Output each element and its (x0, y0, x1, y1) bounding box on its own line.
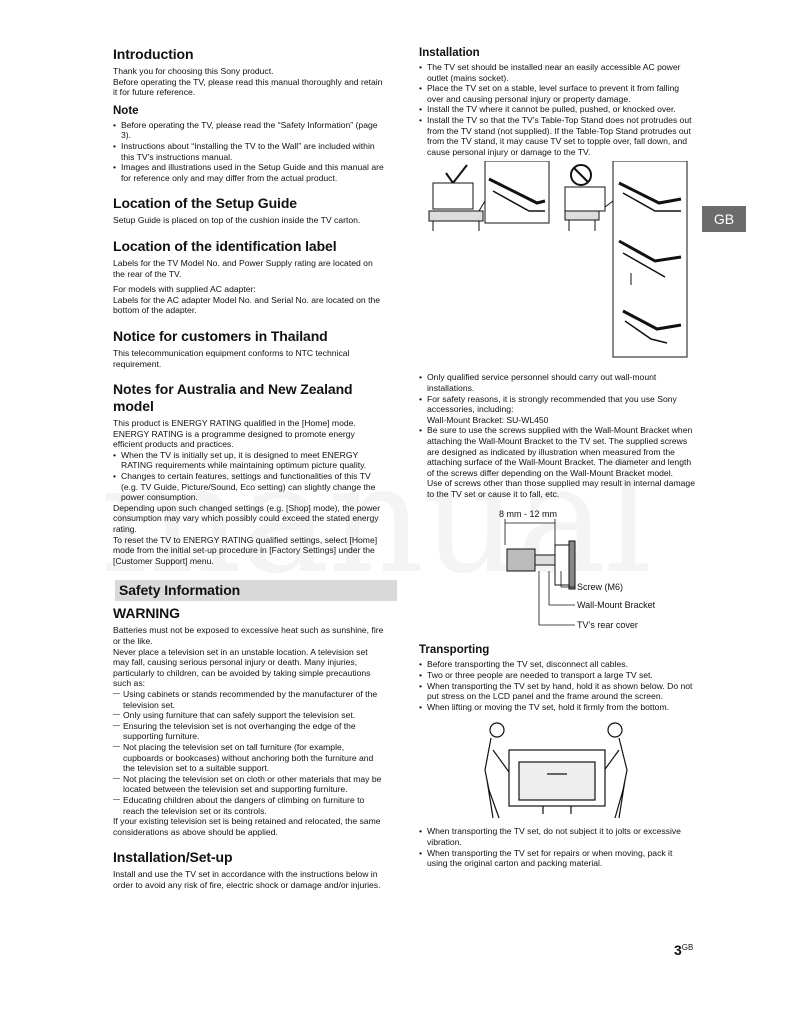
note-section (113, 104, 385, 184)
list-item: • Two or three people are needed to transport a large TV set. (419, 670, 695, 681)
screw-dimension-label: 8 mm - 12 mm (499, 509, 558, 520)
id-label-heading: Location of the identification label (113, 237, 337, 254)
thailand-section (113, 328, 385, 369)
installation-list (419, 62, 695, 157)
safety-section (113, 580, 385, 837)
list-item: • When lifting or moving the TV set, hold it firmly from the bottom. (419, 702, 695, 713)
list-item: • Install the TV where it cannot be pulled, pushed, or knocked over. (419, 104, 695, 115)
page-number (674, 942, 693, 958)
list-item: • Only qualified service personnel should carry out wall-mount installations. (419, 372, 695, 393)
screws-warning: Use of screws other than those supplied may result in internal damage to the TV set or cause it to fall, etc. (427, 478, 695, 499)
person-left-body (485, 738, 509, 818)
list-item: • When transporting the TV set by hand, hold it as shown below. Do not put stress on the LCD panel and the frame around the screen. (419, 681, 695, 702)
list-item: — Not placing the television set on cloth or other materials that may be located between the television set and supporting furniture. (113, 774, 385, 795)
list-item: — Not placing the television set on tall furniture (for example, cupboards or bookcases) without anchoring both the furniture and the television set to a suitable support. (113, 742, 385, 774)
installation-setup-section (113, 849, 385, 890)
screw-diagram (419, 505, 695, 635)
person-right-body (603, 738, 627, 818)
rear-cover-label: TV’s rear cover (577, 620, 638, 631)
transporting-list (419, 659, 695, 712)
installation-heading: Installation (419, 47, 480, 59)
warning-heading: WARNING (113, 605, 180, 622)
id-label-section (113, 238, 385, 316)
screws-list (419, 425, 695, 478)
thailand-heading: Notice for customers in Thailand (113, 327, 328, 344)
safety-information-bar (115, 580, 397, 601)
installation-setup-text: Install and use the TV set in accordance with the instructions below in order to avoid any risk of fire, electric shock or damage and/or injuries. (113, 869, 381, 890)
transporting-heading: Transporting (419, 644, 490, 657)
list-item: • When the TV is initially set up, it is designed to meet ENERGY RATING requirements while maintaining optimum picture quality. (113, 450, 385, 471)
transporting-section (419, 643, 695, 712)
list-item: • Before transporting the TV set, disconnect all cables. (419, 659, 695, 670)
australia-text-4: To reset the TV to ENERGY RATING qualified settings, select [Home] mode from the initial set-up procedure in [Factory Settings] under the [Customer Support] menu. (113, 534, 378, 566)
screw-label: Screw (M6) (577, 582, 624, 593)
right-column (419, 46, 695, 869)
australia-heading: Notes for Australia and New Zealand model (113, 381, 353, 415)
list-item: • Changes to certain features, settings and functionalities of this TV (e.g. TV Guide, Picture/Sound, Eco setting) can slightly change the power consumption. (113, 471, 385, 503)
list-item: • For safety reasons, it is strongly recommended that you use Sony accessories, including: (419, 394, 695, 415)
wall-mount-bracket-label: Wall-Mount Bracket (577, 600, 656, 611)
list-item: • Be sure to use the screws supplied with the Wall-Mount Bracket when attaching the Wall-Mount Bracket to the TV set. The supplied screws are designed as indicated by illustration when measured from the attaching surface of the Wall-Mount Bracket. The diameter and length of the screws differ depending on the Wall-Mount Bracket model. (419, 425, 695, 478)
safety-list (113, 689, 385, 816)
introduction-text-1: Thank you for choosing this Sony product. (113, 66, 274, 76)
list-item: • When transporting the TV set for repairs or when moving, pack it using the original carton and packing material. (419, 848, 695, 869)
wall-mount-list (419, 372, 695, 414)
tv-on-stand-good (429, 183, 483, 231)
gb-language-tab: GB (702, 206, 746, 232)
safety-text-3: If your existing television set is being retained and relocated, the same considerations as above should be applied. (113, 816, 381, 837)
person-left-head (490, 723, 504, 737)
tv-transport-illustration (419, 720, 695, 820)
page-number-value: 3 (674, 942, 682, 958)
list-item: • Place the TV set on a stable, level surface to prevent it from falling over and causing personal injury or property damage. (419, 83, 695, 104)
list-item: • The TV set should be installed near an easily accessible AC power outlet (mains socket). (419, 62, 695, 83)
list-item: • When transporting the TV set, do not subject it to jolts or excessive vibration. (419, 826, 695, 847)
safety-information-heading: Safety Information (119, 582, 241, 599)
wall-mount-section (419, 372, 695, 499)
list-item: — Ensuring the television set is not overhanging the edge of the supporting furniture. (113, 721, 385, 742)
id-label-text-3: Labels for the AC adapter Model No. and Serial No. are located on the bottom of the adapter. (113, 294, 381, 316)
australia-section (113, 381, 385, 566)
bracket-model: Wall-Mount Bracket: SU-WL450 (427, 414, 549, 425)
list-item: • Images and illustrations used in the Setup Guide and this manual are for reference only and may differ from the actual product. (113, 162, 385, 183)
list-item: — Using cabinets or stands recommended by the manufacturer of the television set. (113, 689, 385, 710)
safety-text-1: Batteries must not be exposed to excessive heat such as sunshine, fire or the like. (113, 625, 384, 646)
setup-guide-section (113, 195, 385, 226)
transporting-list-2 (419, 826, 695, 868)
installation-setup-heading: Installation/Set-up (113, 849, 233, 866)
tv-on-stand-bad (565, 187, 605, 231)
tv-stand-illustration (419, 161, 695, 366)
australia-text-3: Depending upon such changed settings (e.g. [Shop] mode), the power consumption may vary which possibly could exceed the stated energy rating. (113, 502, 381, 535)
australia-text-1: This product is ENERGY RATING qualified in the [Home] mode. (113, 418, 356, 429)
id-label-text-2: For models with supplied AC adapter: (113, 284, 256, 295)
introduction-section (113, 46, 385, 98)
introduction-heading: Introduction (113, 46, 194, 62)
zoom-box-bad (605, 161, 687, 357)
note-heading: Note (113, 104, 139, 117)
installation-section (419, 46, 695, 157)
setup-guide-heading: Location of the Setup Guide (113, 195, 297, 212)
zoom-box-good (479, 161, 549, 223)
list-item: — Only using furniture that can safely support the television set. (113, 710, 385, 721)
check-icon (446, 165, 467, 183)
person-right-head (608, 723, 622, 737)
prohibited-icon (571, 165, 591, 185)
id-label-text-1: Labels for the TV Model No. and Power Supply rating are located on the rear of the TV. (113, 257, 373, 279)
list-item: • Before operating the TV, please read the “Safety Information” (page 3). (113, 120, 385, 141)
introduction-text-2: Before operating the TV, please read this manual thoroughly and retain it for future reference. (113, 76, 383, 98)
list-item: • Instructions about “Installing the TV to the Wall” are included within this TV’s instructions manual. (113, 141, 385, 162)
thailand-text: This telecommunication equipment conforms to NTC technical requirement. (113, 347, 350, 369)
note-list (113, 120, 385, 184)
list-item: — Educating children about the dangers of climbing on furniture to reach the television set or its controls. (113, 795, 385, 816)
australia-list (113, 450, 385, 503)
list-item: • Install the TV so that the TV’s Table-Top Stand does not protrudes out from the TV stand (not supplied). If the Table-Top Stand protrudes out from the TV stand, it may cause TV set to topple over, fall down, and cause personal injury or damage to the TV. (419, 115, 695, 157)
setup-guide-text: Setup Guide is placed on top of the cushion inside the TV carton. (113, 215, 361, 226)
australia-text-2: ENERGY RATING is a programme designed to promote energy efficient products and practices. (113, 428, 355, 450)
left-column (113, 46, 385, 890)
page-number-suffix: GB (681, 943, 694, 952)
screw-graphic (507, 541, 575, 589)
safety-text-2: Never place a television set in an unstable location. A television set may fall, causing serious personal injury or death. Many injuries, particularly to children, can be avoided by taking simple precautions such as: (113, 646, 371, 689)
